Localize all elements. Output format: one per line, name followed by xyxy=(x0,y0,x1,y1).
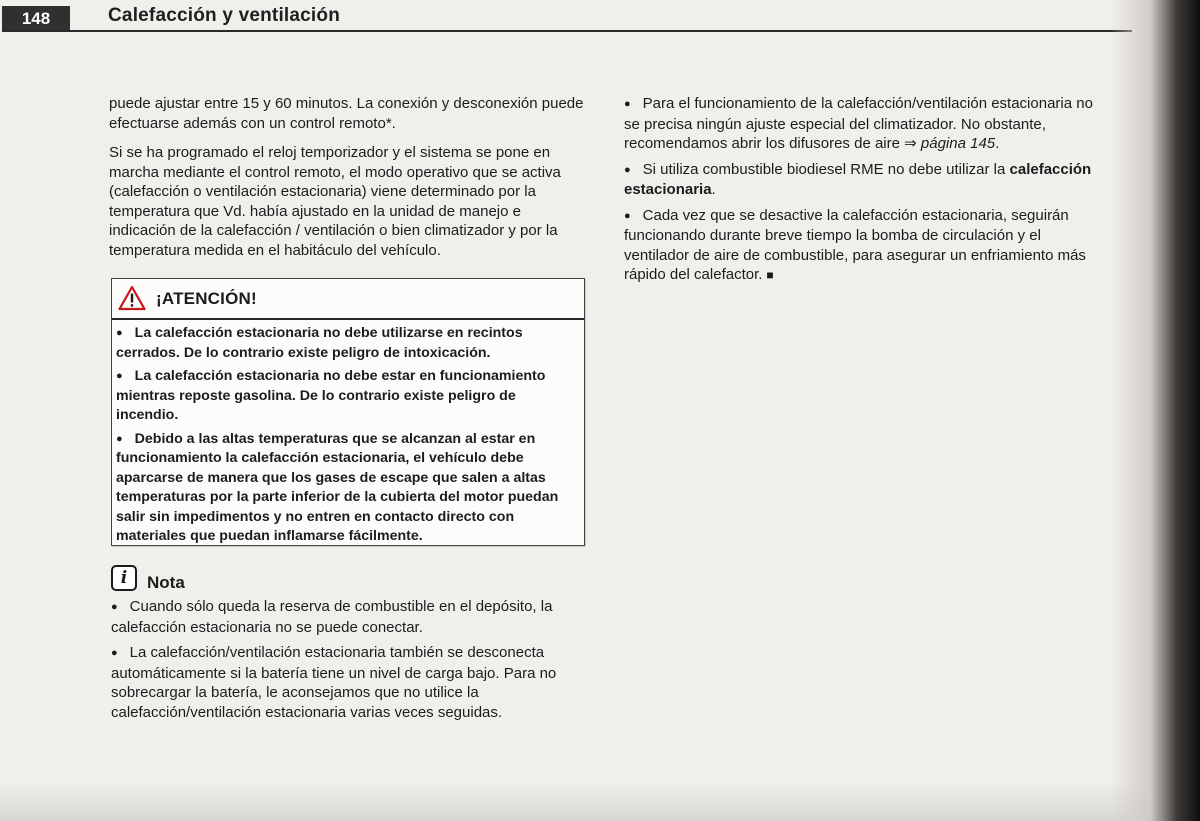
warning-body xyxy=(112,320,584,547)
paragraph-remote-control: Si se ha programado el reloj temporizador y el sistema se pone en marcha mediante el control remoto, el modo operativo que se activa (calefacción o ventilación estacionaria) viene determinado por la temperatura que Vd. había ajustado en la unidad de manejo e indicación de la calefacción / ventilación o bien climatizador y por la temperatura medida en el habitáculo del vehículo. xyxy=(109,144,561,259)
warning-header xyxy=(112,279,584,320)
bullet-icon: ● xyxy=(116,370,123,382)
bullet-icon: ● xyxy=(116,432,123,445)
info-icon: i xyxy=(111,565,137,591)
right-column xyxy=(624,94,1096,292)
note-title: Nota xyxy=(147,573,185,592)
warning-item: ● La calefacción estacionaria no debe estar en funcionamiento mientras reposte gasolina. De lo contrario existe peligro de incendio. xyxy=(116,368,546,423)
left-column xyxy=(109,94,589,270)
bullet-icon: ● xyxy=(624,163,631,176)
warning-box xyxy=(111,278,585,546)
bullet-icon: ● xyxy=(624,98,631,110)
page-bottom-shadow xyxy=(0,781,1200,821)
note-item: ● La calefacción/ventilación estacionaria también se desconecta automáticamente si la batería tiene un nivel de carga bajo. Para no sobrecargar la batería, le aconsejamos que no utilice la calefacción/ventilación estacionaria varias veces seguidas. xyxy=(111,644,557,721)
bullet-icon: ● xyxy=(116,327,123,339)
cross-reference-arrow-icon: ⇒ xyxy=(904,135,917,152)
bullet-icon: ● xyxy=(111,647,118,659)
info-item-biodiesel: ● Si utiliza combustible biodiesel RME no debe utilizar la calefacción estacionaria. xyxy=(624,160,1092,198)
section-title: Calefacción y ventilación xyxy=(108,5,341,26)
warning-triangle-icon xyxy=(118,285,146,311)
info-item-air-vents: ● Para el funcionamiento de la calefacción/ventilación estacionaria no se precisa ningún ajuste especial del climatizador. No obstante, recomendamos abrir los difusores de aire ⇒ página 145. xyxy=(624,95,1093,152)
warning-title: ¡ATENCIÓN! xyxy=(156,289,257,308)
paragraph-timer-range: puede ajustar entre 15 y 60 minutos. La conexión y desconexión puede efectuarse además con un control remoto*. xyxy=(109,95,584,132)
note-item: ● Cuando sólo queda la reserva de combustible en el depósito, la calefacción estacionaria no se puede conectar. xyxy=(111,598,553,636)
note-body xyxy=(111,597,589,728)
page-reference-link[interactable]: página 145 xyxy=(920,135,996,152)
bullet-icon: ● xyxy=(111,601,118,613)
book-binding-shadow xyxy=(1110,0,1200,821)
emphasis-text: calefacción estacionaria xyxy=(624,160,1092,198)
end-of-section-icon: ■ xyxy=(766,268,774,282)
bullet-icon: ● xyxy=(624,209,631,222)
page-number: 148 xyxy=(2,6,70,31)
header-rule xyxy=(2,30,1132,32)
warning-item: ● Debido a las altas temperaturas que se alcanzan al estar en funcionamiento la calefacción estacionaria, el vehículo debe aparcarse de manera que los gases de escape que salen a altas temperaturas por la parte inferior de la cubierta del motor puedan salir sin impedimentos y no entren en contacto directo con materiales que puedan inflamarse fácilmente. xyxy=(116,430,559,544)
info-item-shutdown: ● Cada vez que se desactive la calefacción estacionaria, seguirán funcionando durante breve tiempo la bomba de circulación y el ventilador de aire de combustible, para asegurar un enfriamiento más rápido del calefactor. ■ xyxy=(624,206,1086,283)
warning-item: ● La calefacción estacionaria no debe utilizarse en recintos cerrados. De lo contrario existe peligro de intoxicación. xyxy=(116,325,523,361)
